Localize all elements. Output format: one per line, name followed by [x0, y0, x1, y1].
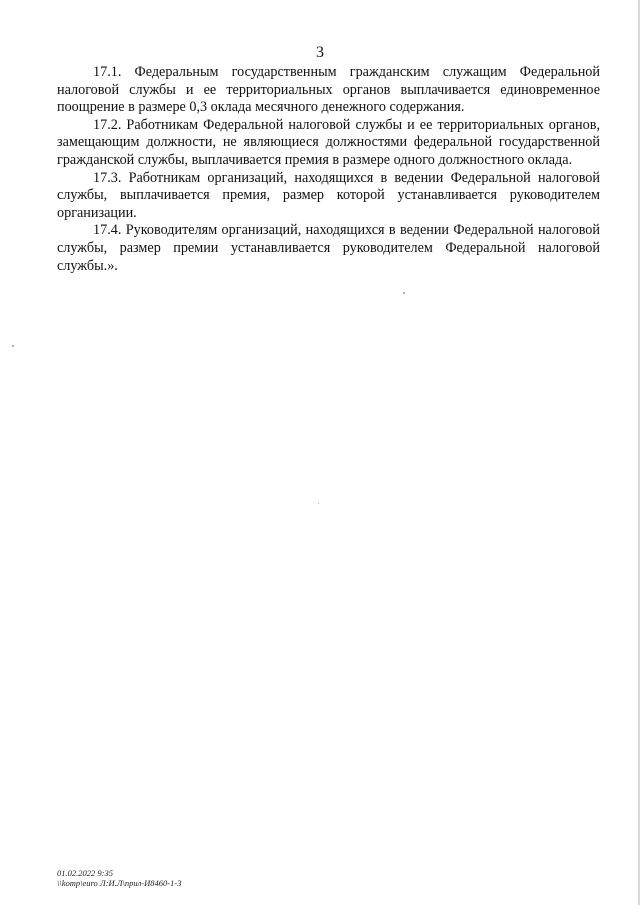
print-footer: [57, 868, 181, 888]
scan-speck: [12, 345, 14, 347]
footer-file-reference: \\komp\euro Л:И.Л\прил-И8460-1-3: [57, 878, 182, 888]
page-number: 3: [316, 44, 324, 61]
paragraph-17-1: 17.1. Федеральным государственным гражданским служащим Федеральной налоговой службы и ее территориальных органов выплачивается единовременное поощрение в размере 0,3 оклада месячного денежного содержания.: [57, 64, 600, 116]
scan-speck: [318, 503, 319, 504]
paragraph-17-3: 17.3. Работникам организаций, находящихся в ведении Федеральной налоговой службы, выплачивается премия, размер которой устанавливается руководителем организации.: [57, 169, 600, 221]
paragraph-17-4: 17.4. Руководителям организаций, находящихся в ведении Федеральной налоговой службы, размер премии устанавливается руководителем Федеральной налоговой службы.».: [57, 222, 600, 274]
scan-speck: [403, 292, 405, 294]
footer-timestamp: 01.02.2022 9:35: [57, 868, 113, 878]
document-body: [57, 64, 600, 275]
paragraph-17-2: 17.2. Работникам Федеральной налоговой службы и ее территориальных органов, замещающим должности, не являющиеся должностями федеральной государственной гражданской службы, выплачивается премия в размере одного должностного оклада.: [57, 116, 600, 168]
